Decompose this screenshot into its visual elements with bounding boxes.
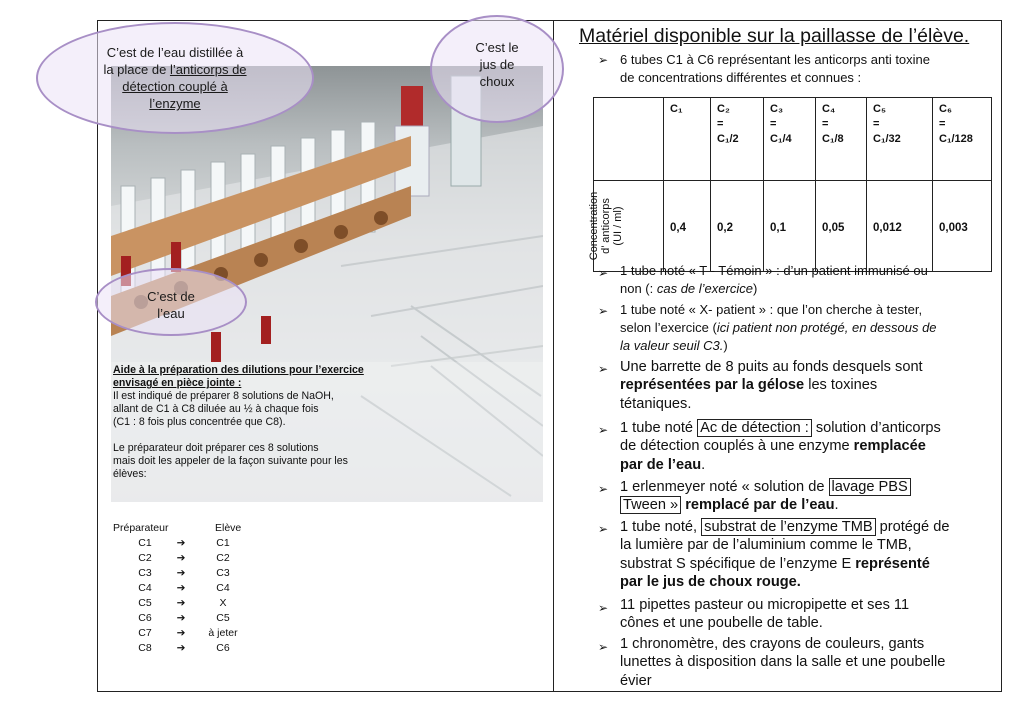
value-cell: 0,05 xyxy=(816,181,867,272)
col-c2: C₂ = C₁/2 xyxy=(711,98,764,181)
row-label: Concentration d’ anticorps (UI / ml) xyxy=(594,181,664,272)
bullet-icon: ➢ xyxy=(598,601,609,615)
bullet-icon: ➢ xyxy=(598,53,609,67)
mapping-header-eleve: Elève xyxy=(215,522,242,534)
column-divider xyxy=(553,20,554,692)
bullet-icon: ➢ xyxy=(598,423,609,437)
value-cell: 0,012 xyxy=(867,181,933,272)
page-title: Matériel disponible sur la paillasse de l’élève. xyxy=(579,25,970,47)
dilution-help xyxy=(113,364,388,481)
aide-line-5: mais doit les appeler de la façon suivante pour les xyxy=(113,455,348,467)
col-c5: C₅ = C₁/32 xyxy=(867,98,933,181)
value-cell: 0,2 xyxy=(711,181,764,272)
bubble-water: C’est de l’eau xyxy=(95,268,247,336)
col-c4: C₄ = C₁/8 xyxy=(816,98,867,181)
bullet-icon: ➢ xyxy=(598,362,609,376)
item-erlenmeyer: 1 erlenmeyer noté « solution de lavage PBS Tween » remplacé par de l’eau. xyxy=(620,478,996,515)
col-c1: C₁ xyxy=(664,98,711,181)
item-patient: 1 tube noté « X- patient » : que l’on cherche à tester, selon l’exercice (ici patient non protégé, en dessous de la valeur seuil C3.) xyxy=(620,302,937,353)
item-barrette: Une barrette de 8 puits au fonds desquels sont représentées par la gélose les toxines tétaniques. xyxy=(620,359,923,412)
bubble-distilled-water: C’est de l’eau distillée à la place de l’anticorps de détection couplé à l’enzyme xyxy=(36,22,314,134)
bullet-icon: ➢ xyxy=(598,304,609,318)
aide-title-1: Aide à la préparation des dilutions pour l’exercice xyxy=(113,364,364,376)
concentration-table xyxy=(588,97,992,272)
aide-line-2: allant de C1 à C8 diluée au ½ à chaque fois xyxy=(113,403,319,415)
value-cell: 0,4 xyxy=(664,181,711,272)
aide-line-6: élèves: xyxy=(113,468,147,480)
aide-title-2: envisagé en pièce jointe : xyxy=(113,377,242,389)
bullet-icon: ➢ xyxy=(598,266,609,280)
item-temoin: 1 tube noté « T - Témoin » : d’un patient immunisé ou non (: cas de l’exercice) xyxy=(620,263,928,296)
mapping-header-preparateur: Préparateur xyxy=(113,522,169,534)
item-chronometre: 1 chronomètre, des crayons de couleurs, gants lunettes à disposition dans la salle et une poubelle évier xyxy=(620,636,946,689)
bullet-icon: ➢ xyxy=(598,640,609,654)
bullet-icon: ➢ xyxy=(598,522,609,536)
aide-line-3: (C1 : 8 fois plus concentrée que C8). xyxy=(113,416,286,428)
bubble-cabbage-juice: C’est le jus de choux xyxy=(430,15,564,123)
bullet-icon: ➢ xyxy=(598,482,609,496)
item-ac-detection: 1 tube noté Ac de détection : solution d’anticorps de détection couplés à une enzyme remplacée par de l’eau. xyxy=(620,420,941,473)
value-cell: 0,1 xyxy=(764,181,816,272)
item-tubes: 6 tubes C1 à C6 représentant les anticorps anti toxine de concentrations différentes et connues : xyxy=(620,52,931,85)
aide-line-1: Il est indiqué de préparer 8 solutions de NaOH, xyxy=(113,390,334,402)
col-c3: C₃ = C₁/4 xyxy=(764,98,816,181)
item-substrat: 1 tube noté, substrat de l’enzyme TMB protégé de la lumière par de l’aluminium comme le TMB, substrat S spécifique de l’enzyme E représenté par le jus de choux rouge. xyxy=(620,519,950,591)
item-pipettes: 11 pipettes pasteur ou micropipette et ses 11 cônes et une poubelle de table. xyxy=(620,597,910,632)
aide-line-4: Le préparateur doit préparer ces 8 solutions xyxy=(113,442,319,454)
value-cell: 0,003 xyxy=(933,181,992,272)
col-c6: C₆ = C₁/128 xyxy=(933,98,992,181)
